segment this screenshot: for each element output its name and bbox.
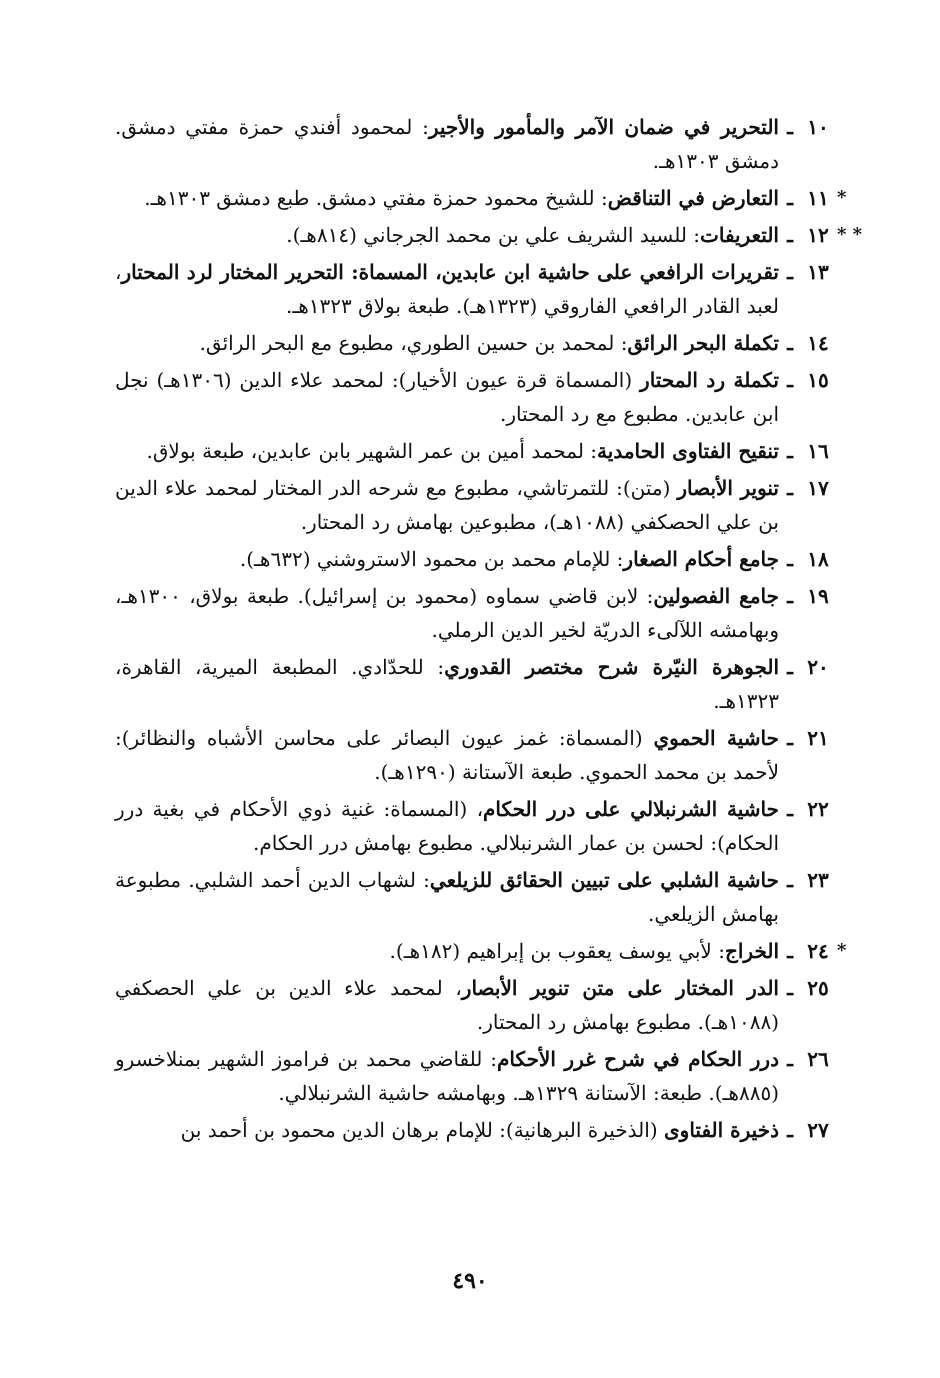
entry-text (115, 1042, 779, 1110)
entry-title: تكملة رد المحتار (640, 368, 779, 392)
entry-details: : للشيخ محمود حمزة مفتي دمشق. طبع دمشق ١٣٠٣هـ. (144, 186, 608, 210)
entry-details: ، لمحمد علاء الدين بن علي الحصكفي (١٠٨٨هـ). مطبوع بهامش رد المحتار. (115, 976, 779, 1034)
entry-details: : للإمام محمد بن محمود الاستروشني (٦٣٢هـ). (239, 547, 624, 571)
entry-title: تقريرات الرافعي على حاشية ابن عابدين، المسماة: التحرير المختار لرد المحتار (121, 260, 779, 284)
entry-details: (الذخيرة البرهانية): للإمام برهان الدين محمود بن أحمد بن (180, 1118, 664, 1142)
entry-number: ٢٦ (807, 1047, 829, 1071)
entry-text (115, 218, 779, 252)
bibliography-entry (115, 863, 835, 931)
entry-text (115, 650, 779, 718)
entry-dash: ـ (787, 223, 793, 247)
entry-title: حاشية الشرنبلالي على درر الحكام (483, 797, 779, 821)
bibliography-entry (115, 650, 835, 718)
entry-dash: ـ (787, 976, 793, 1000)
entry-text (115, 971, 779, 1039)
entry-text (115, 721, 779, 789)
bibliography-entry (115, 971, 835, 1039)
bibliography-entry (115, 110, 835, 178)
entry-dash: ـ (787, 260, 793, 284)
entry-details: (المسماة: غمز عيون البصائر على محاسن الأشباه والنظائر): لأحمد بن محمد الحموي. طبعة الآستانة (١٢٩٠هـ). (115, 726, 779, 784)
entry-details: : لمحمود أفندي حمزة مفتي دمشق. دمشق ١٣٠٣هـ. (115, 115, 779, 173)
entry-text (115, 255, 779, 323)
bibliography-entry (115, 363, 835, 431)
bibliography-entry (115, 326, 835, 360)
entry-number: ١٩ (807, 584, 829, 608)
entry-number: ٢١ (807, 726, 829, 750)
entry-number: ١٧ (807, 476, 829, 500)
entry-details: ، (المسماة: غنية ذوي الأحكام في بغية درر الحكام): لحسن بن عمار الشرنبلالي. مطبوع بهامش درر الحكام. (115, 797, 779, 855)
bibliography-entry (115, 1113, 835, 1147)
entry-marker: * * (837, 224, 863, 245)
entry-text (115, 792, 779, 860)
entry-dash: ـ (787, 368, 793, 392)
entry-details: : لابن قاضي سماوه (محمود بن إسرائيل). طبعة بولاق، ١٣٠٠هـ، وبهامشه اللآلىء الدريّة لخير الدين الرملي. (115, 584, 779, 642)
entry-number: ١٢ (807, 223, 829, 247)
entry-dash: ـ (787, 1118, 793, 1142)
entry-number: ١٨ (807, 547, 829, 571)
entry-details: : للحدّادي. المطبعة الميرية، القاهرة، ١٣٢٣هـ. (115, 655, 779, 713)
entry-text (115, 363, 779, 431)
entry-number: ١١ (807, 186, 829, 210)
entry-title: تكملة البحر الرائق (627, 331, 779, 355)
entry-number: ١٦ (807, 439, 829, 463)
bibliography-entry (115, 434, 835, 468)
bibliography-entry (115, 218, 863, 252)
entry-marker: * (837, 187, 847, 208)
entry-details: : لمحمد بن حسين الطوري، مطبوع مع البحر الرائق. (199, 331, 628, 355)
entry-dash: ـ (787, 584, 793, 608)
entry-text (115, 181, 779, 215)
bibliography-entry (115, 579, 835, 647)
entry-number: ٢٥ (807, 976, 829, 1000)
entry-text (115, 934, 779, 968)
entry-title: ذخيرة الفتاوى (664, 1118, 779, 1142)
bibliography-entry (115, 471, 835, 539)
entry-dash: ـ (787, 868, 793, 892)
entry-text (115, 1113, 779, 1147)
entry-title: جامع أحكام الصغار (623, 547, 779, 571)
entry-dash: ـ (787, 726, 793, 750)
entry-title: الجوهرة النيّرة شرح مختصر القدوري (444, 655, 779, 679)
entry-details: : لشهاب الدين أحمد الشلبي. مطبوعة بهامش الزيلعي. (115, 868, 779, 926)
entry-title: الدر المختار على متن تنوير الأبصار (461, 976, 779, 1000)
bibliography-entry (115, 181, 847, 215)
entry-dash: ـ (787, 186, 793, 210)
entry-number: ٢٤ (807, 939, 829, 963)
entry-title: تنوير الأبصار (677, 476, 780, 500)
bibliography-entry (115, 792, 835, 860)
entry-title: الخراج (724, 939, 779, 963)
bibliography-entry (115, 542, 835, 576)
entry-text (115, 471, 779, 539)
entry-details: : لمحمد أمين بن عمر الشهير بابن عابدين، طبعة بولاق. (146, 439, 598, 463)
entry-details: : للقاضي محمد بن فراموز الشهير بمنلاخسرو (٨٨٥هـ). طبعة: الآستانة ١٣٢٩هـ. وبهامشه حاشية الشرنبلالي. (115, 1047, 779, 1105)
entry-title: التحرير في ضمان الآمر والمأمور والأجير (428, 115, 779, 139)
entry-title: درر الحكام في شرح غرر الأحكام (497, 1047, 779, 1071)
entry-text (115, 434, 779, 468)
entry-dash: ـ (787, 655, 793, 679)
entry-number: ١٠ (807, 115, 829, 139)
entry-dash: ـ (787, 115, 793, 139)
bibliography-entry (115, 255, 835, 323)
entry-number: ١٤ (807, 331, 829, 355)
entry-title: جامع الفصولين (653, 584, 779, 608)
entry-text (115, 326, 779, 360)
entry-dash: ـ (787, 797, 793, 821)
entry-text (115, 863, 779, 931)
entry-number: ١٥ (807, 368, 829, 392)
entry-number: ٢٠ (807, 655, 829, 679)
entry-dash: ـ (787, 439, 793, 463)
entry-number: ٢٢ (807, 797, 829, 821)
bibliography-list (115, 110, 863, 1150)
entry-dash: ـ (787, 331, 793, 355)
bibliography-entry (115, 721, 835, 789)
entry-details: ، لعبد القادر الرافعي الفاروقي (١٣٢٣هـ). طبعة بولاق ١٣٢٣هـ. (115, 260, 779, 318)
entry-details: : للسيد الشريف علي بن محمد الجرجاني (٨١٤هـ). (286, 223, 701, 247)
entry-text (115, 542, 779, 576)
entry-number: ٢٣ (807, 868, 829, 892)
entry-number: ٢٧ (807, 1118, 829, 1142)
entry-dash: ـ (787, 1047, 793, 1071)
page-number: ٤٩٠ (452, 1268, 488, 1294)
entry-details: (المسماة قرة عيون الأخيار): لمحمد علاء الدين (١٣٠٦هـ) نجل ابن عابدين. مطبوع مع رد المحتار. (115, 368, 779, 426)
bibliography-entry (115, 1042, 835, 1110)
entry-details: : لأبي يوسف يعقوب بن إبراهيم (١٨٢هـ). (389, 939, 725, 963)
entry-title: التعريفات (700, 223, 779, 247)
entry-text (115, 579, 779, 647)
entry-dash: ـ (787, 476, 793, 500)
entry-details: (متن): للتمرتاشي، مطبوع مع شرحه الدر المختار لمحمد علاء الدين بن علي الحصكفي (١٠٨٨هـ)، مطبوعين بهامش رد المحتار. (115, 476, 779, 534)
entry-text (115, 110, 779, 178)
entry-title: تنقيح الفتاوى الحامدية (597, 439, 779, 463)
entry-number: ١٣ (807, 260, 829, 284)
entry-dash: ـ (787, 939, 793, 963)
entry-title: حاشية الحموي (653, 726, 779, 750)
entry-marker: * (837, 940, 847, 961)
entry-title: التعارض في التناقض (607, 186, 779, 210)
entry-title: حاشية الشلبي على تبيين الحقائق للزيلعي (429, 868, 779, 892)
bibliography-entry (115, 934, 847, 968)
entry-dash: ـ (787, 547, 793, 571)
